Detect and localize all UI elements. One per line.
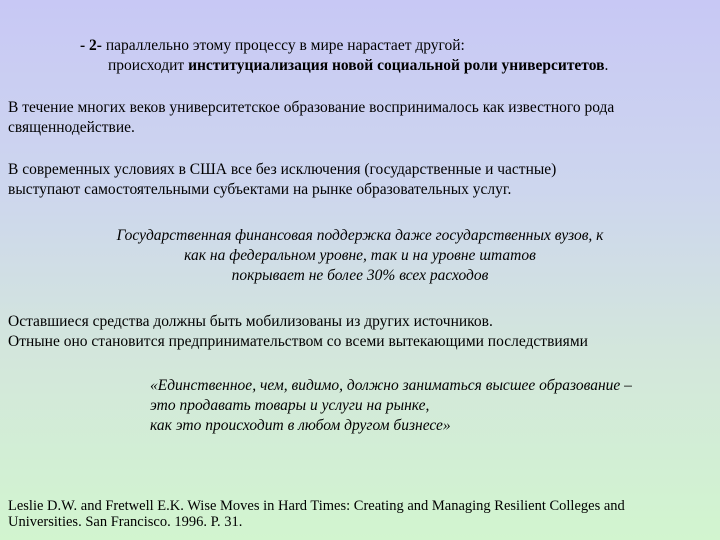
point-2-line-2-bold: институциализация новой социальной роли университетов [188, 57, 605, 74]
point-2-line-1 [80, 36, 710, 56]
paragraph-usa-line-2: выступают самостоятельными субъектами на рынке образовательных услуг. [8, 181, 512, 198]
paragraph-centuries-line-2: священнодействие. [8, 119, 135, 136]
paragraph-centuries-line-1: В течение многих веков университетское образование воспринималось как известного рода [8, 99, 615, 116]
paragraph-usa [8, 160, 718, 200]
paragraph-usa-line-1: В современных условиях в США все без исключения (государственные и частные) [8, 161, 557, 178]
quote-line-1: «Единственное, чем, видимо, должно заниматься высшее образование – [150, 377, 632, 394]
funding-line-3: покрывает не более 30% всех расходов [231, 267, 489, 284]
point-2-text: параллельно этому процессу в мире нарастает другой: [105, 37, 465, 54]
point-2-line-2-plain: происходит [108, 57, 189, 74]
remaining-funds-line-1: Оставшиеся средства должны быть мобилизованы из других источников. [8, 313, 493, 330]
paragraph-remaining-funds [8, 312, 718, 352]
reference-citation [8, 498, 713, 530]
point-2-prefix: - 2- [80, 37, 106, 54]
quote-block [150, 376, 715, 436]
point-2-block [80, 36, 710, 76]
quote-line-2: это продавать товары и услуги на рынке, [150, 397, 430, 414]
paragraph-centuries [8, 98, 718, 138]
funding-statement [40, 226, 680, 286]
quote-line-3: как это происходит в любом другом бизнесе» [150, 417, 451, 434]
point-2-line-2 [80, 56, 710, 76]
funding-line-2: как на федеральном уровне, так и на уровне штатов [184, 247, 536, 264]
reference-line-2: Universities. San Francisco. 1996. P. 31. [8, 514, 243, 530]
point-2-line-2-end: . [604, 57, 609, 74]
funding-line-1: Государственная финансовая поддержка даже государственных вузов, к [116, 227, 604, 244]
reference-line-1: Leslie D.W. and Fretwell E.K. Wise Moves in Hard Times: Creating and Managing Resilient Colleges and [8, 498, 625, 514]
remaining-funds-line-2: Отныне оно становится предпринимательством со всеми вытекающими последствиями [8, 333, 588, 350]
